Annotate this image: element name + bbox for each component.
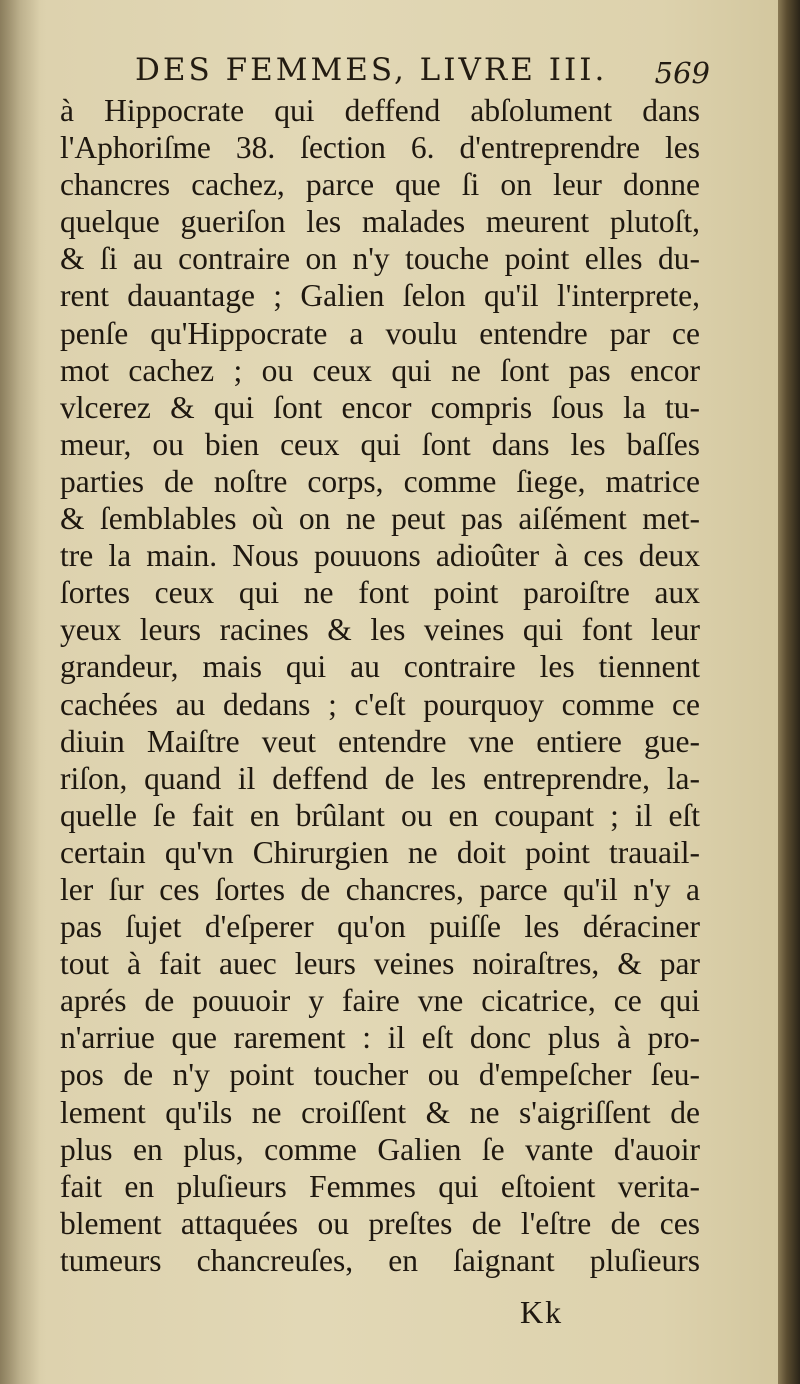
text-line: & ſi au contraire on n'y touche point elles du- — [60, 241, 700, 277]
text-line: tout à fait auec leurs veines noiraſtres, & par — [60, 946, 700, 982]
text-line: tumeurs chancreuſes, en ſaignant pluſieurs — [60, 1242, 700, 1278]
text-line: vlcerez & qui ſont encor compris ſous la tu- — [60, 389, 700, 425]
text-line: penſe qu'Hippocrate a voulu entendre par ce — [60, 315, 700, 351]
page-number: 569 — [654, 56, 710, 90]
text-line: plus en plus, comme Galien ſe vante d'auoir — [60, 1131, 700, 1167]
gutter-shadow — [0, 0, 40, 1384]
text-line: pos de n'y point toucher ou d'empeſcher ſeu- — [60, 1057, 700, 1093]
text-line: riſon, quand il deffend de les entreprendre, la- — [60, 760, 700, 796]
text-line: meur, ou bien ceux qui ſont dans les baſſes — [60, 426, 700, 462]
running-title: DES FEMMES, LIVRE III. — [135, 52, 608, 88]
text-line: parties de noſtre corps, comme ſiege, matrice — [60, 463, 700, 499]
text-line: certain qu'vn Chirurgien ne doit point trauail- — [60, 834, 700, 870]
text-line: quelle ſe fait en brûlant ou en coupant ; il eſt — [60, 797, 700, 833]
text-line: ler ſur ces ſortes de chancres, parce qu'il n'y a — [60, 871, 700, 907]
text-line: & ſemblables où on ne peut pas aiſément met- — [60, 501, 700, 537]
text-line: diuin Maiſtre veut entendre vne entiere gue- — [60, 723, 700, 759]
text-line: rent dauantage ; Galien ſelon qu'il l'interprete, — [60, 278, 700, 314]
text-line: chancres cachez, parce que ſi on leur donne — [60, 167, 700, 203]
page-edge — [778, 0, 800, 1384]
text-line: ſortes ceux qui ne font point paroiſtre aux — [60, 575, 700, 611]
text-line: pas ſujet d'eſperer qu'on puiſſe les déraciner — [60, 909, 700, 945]
text-line: cachées au dedans ; c'eſt pourquoy comme ce — [60, 686, 700, 722]
text-line: tre la main. Nous pouuons adioûter à ces deux — [60, 538, 700, 574]
page-header — [60, 48, 710, 94]
text-line: n'arriue que rarement : il eſt donc plus à pro- — [60, 1020, 700, 1056]
body-text — [60, 92, 700, 1279]
text-line: mot cachez ; ou ceux qui ne ſont pas encor — [60, 352, 700, 388]
text-line: aprés de pouuoir y faire vne cicatrice, ce qui — [60, 983, 700, 1019]
text-line: l'Aphoriſme 38. ſection 6. d'entreprendre les — [60, 130, 700, 166]
signature-mark: Kk — [520, 1294, 564, 1330]
text-line: fait en pluſieurs Femmes qui eſtoient verita- — [60, 1168, 700, 1204]
text-line: lement qu'ils ne croiſſent & ne s'aigriſſent de — [60, 1094, 700, 1130]
text-line: à Hippocrate qui deffend abſolument dans — [60, 93, 700, 128]
text-line: yeux leurs racines & les veines qui font leur — [60, 612, 700, 648]
text-line: quelque gueriſon les malades meurent plutoſt, — [60, 204, 700, 240]
text-line: grandeur, mais qui au contraire les tiennent — [60, 649, 700, 685]
text-line: blement attaquées ou preſtes de l'eſtre de ces — [60, 1205, 700, 1241]
